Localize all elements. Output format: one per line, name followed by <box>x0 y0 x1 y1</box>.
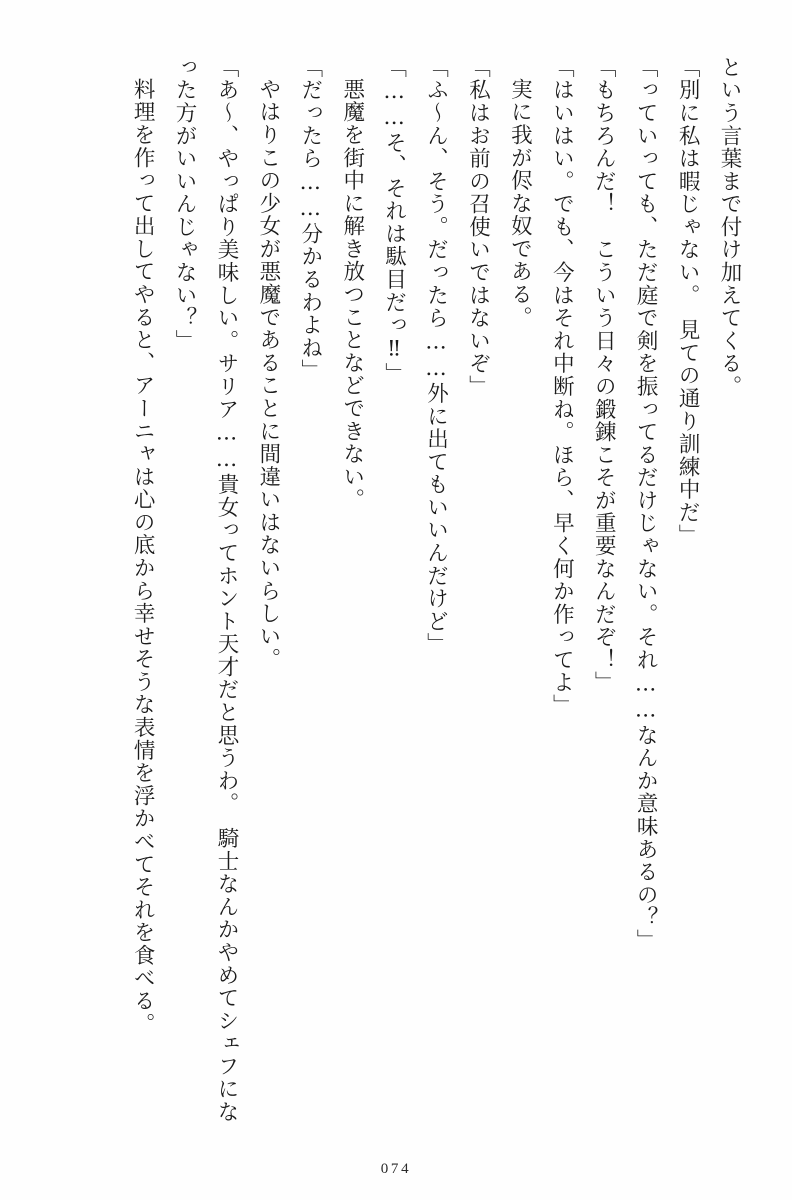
paragraph: やはりこの少女が悪魔であることに間違いはないらしい。 <box>255 77 281 671</box>
paragraph: 「別に私は暇じゃない。 見ての通り訓練中だ」 <box>675 56 701 547</box>
paragraph: 「もちろんだ！ こういう日々の鍛錬こそが重要なんだぞ！」 <box>591 56 617 695</box>
paragraph: 「私はお前の召使いではないぞ」 <box>465 56 491 398</box>
paragraph: 「ふ～ん、そう。だったら……外に出てもいいんだけど」 <box>423 56 449 656</box>
paragraph: 料理を作って出してやると、アーニャは心の底から幸せそうな表情を浮かべてそれを食べる。 <box>130 77 156 1035</box>
paragraph: 悪魔を街中に解き放つことなどできない。 <box>339 77 365 511</box>
paragraph: という言葉まで付け加えてくる。 <box>717 56 742 398</box>
paragraph: 実に我が侭な奴である。 <box>507 77 533 329</box>
paragraph: 「あ～、やっぱり美味しい。サリア……貴女ってホント天才だと思うわ。 騎士なんかやめてシェフになった方がいいんじゃない？」 <box>172 56 239 1124</box>
body-text-vertical <box>42 56 750 1128</box>
paragraph: 「はいはい。でも、今はそれ中断ね。ほら、早く何か作ってよ」 <box>549 56 575 717</box>
page-number: 074 <box>380 1161 412 1177</box>
paragraph: 「っていっても、ただ庭で剣を振ってるだけじゃない。それ……なんか意味あるの？」 <box>633 56 659 952</box>
paragraph: 「だったら……分かるわよね」 <box>297 56 323 383</box>
paragraph: 「……そ、それは駄目だっ‼」 <box>381 56 407 386</box>
